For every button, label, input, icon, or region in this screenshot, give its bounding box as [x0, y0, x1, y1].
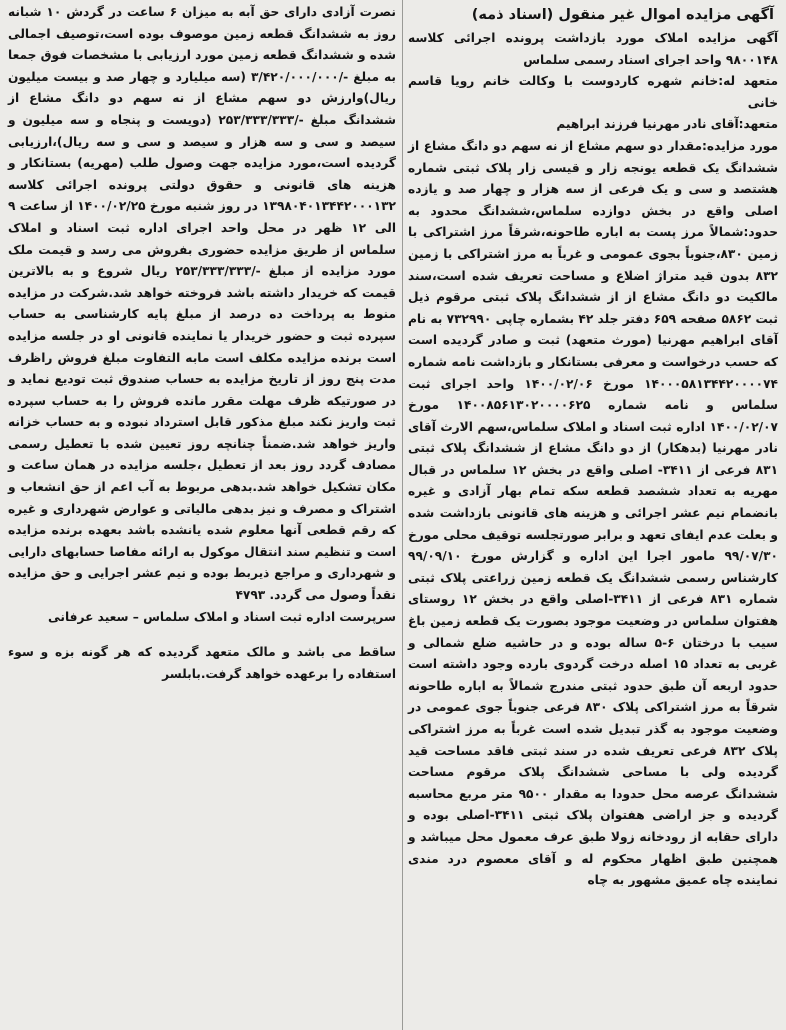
notice-signature: سرپرست اداره ثبت اسناد و املاک سلماس – سعید عرفانی — [48, 609, 396, 624]
auction-notice-left-column — [4, 0, 400, 1030]
notice-title: آگهی مزایده اموال غیر منقول (اسناد ذمه) — [471, 7, 774, 23]
column-divider — [402, 0, 403, 1030]
auction-notice-right-column — [406, 0, 782, 1030]
adjacent-notice-fragment: ساقط می باشد و مالک متعهد گردیده که هر گونه بزه و سوء استفاده را برعهده خواهد گرفت.بابلسر — [8, 645, 396, 681]
notice-body-left: نصرت آزادی دارای حق آبه به میزان ۶ ساعت در گردش ۱۰ شبانه روز به ششدانگ قطعه زمین موصوف بوده است،توصیف اجمالی شده و ششدانگ قطعه زمین مورد ارزیابی با مشخصات فوق جمعا به مبلغ -/۳/۴۲۰/۰۰۰/۰۰۰ (سه میلیارد و چهار صد و بیست میلیون ریال)وارزش دو سهم مشاع از نه سهم دو دانگ مشاع از ششدانگ مبلغ -/۲۵۳/۳۳۳/۳۳۳ (دویست و پنجاه و سه میلیون و سیصد و سی و سه هزار و سیصد و سی و سه ریال)،ارزیابی گردیده است،مورد مزایده جهت وصول طلب (مهریه) بستانکار و هزینه های قانونی و حقوق دولتی پرونده اجرائی کلاسه ۱۳۹۸۰۴۰۱۳۴۴۲۰۰۰۱۳۲ در روز شنبه مورخ ۱۴۰۰/۰۲/۲۵ از ساعت ۹ الی ۱۲ ظهر در محل واحد اجرای اداره ثبت اسناد و املاک سلماس از طریق مزایده حضوری بفروش می رسد و قیمت ملک مورد مزایده از مبلغ -/۲۵۳/۳۳۳/۳۳۳ ریال شروع و به بالاترین قیمت که خریدار داشته باشد فروخته خواهد شد.شرکت در مزایده منوط به پرداخت ده درصد از مبلغ پایه کارشناسی به حساب سپرده ثبت و حضور خریدار یا نماینده قانونی او در جلسه مزایده است برنده مزایده مکلف است مابه التفاوت مبلغ فروش راظرف مدت پنج روز از تاریخ مزایده به حساب صندوق ثبت تودیع نماید و در صورتیکه ظرف مهلت مقرر مانده فروش را به حساب سپرده ثبت واریز نکند مبلغ مذکور قابل استرداد نبوده و به حساب خزانه واریز خواهد شد.ضمناً چنانچه روز تعیین شده با تعطیل رسمی مصادف گردد روز بعد از تعطیل ،جلسه مزایده در همان ساعت و مکان تشکیل خواهد شد.بدهی مربوط به آب اعم از حق انشعاب و اشتراک و مصرف و نیز بدهی مالیاتی و عوارض شهرداری و غیره که رقم قطعی آنها معلوم شده یانشده باشد بعهده برنده مزایده است و تنظیم سند انتقال موکول به ارائه مفاصا حسابهای دارایی و شهرداری و مراجع ذیربط بوده و نیم عشر اجرایی و حق مزایده نقداً وصول می گردد. ۴۷۹۳ — [8, 5, 396, 603]
notice-header-paragraph: آگهی مزایده املاک مورد بازداشت پرونده اجرائی کلاسه ۹۸۰۰۱۴۸ واحد اجرای اسناد رسمی سلماس — [408, 31, 778, 67]
notice-body-right: مورد مزایده:مقدار دو سهم مشاع از نه سهم دو دانگ مشاع از ششدانگ یک قطعه یونجه زار و قیسی زار پلاک ثبتی شماره هشتصد و سی و یک فرعی از سه هزار و چهار صد و یازده اصلی واقع در بخش دوازده سلماس،ششدانگ محدود به حدود:شمالاً مرز پست به اباره طاحونه،شرقاً مرز اشتراکی با زمین ۸۳۰،جنوباً بجوی عمومی و غرباً به مرز اشتراکی با زمین ۸۳۲ بدون قید متراژ اضلاع و مساحت تعریف شده است،سند مالکیت دو دانگ مشاع از از ششدانگ پلاک ثبتی مرقوم ذیل ثبت ۵۸۶۲ صفحه ۶۵۹ دفتر جلد ۴۲ بشماره چاپی ۷۳۲۹۹۰ به نام آقای ابراهیم مهرنیا (مورث متعهد) ثبت و صادر گردیده است که حسب درخواست و معرفی بستانکار و بازداشت نامه شماره ۱۴۰۰۰۵۸۱۳۴۴۲۰۰۰۰۷۴ مورخ ۱۴۰۰/۰۲/۰۶ واحد اجرای ثبت سلماس و نامه شماره ۱۴۰۰۸۵۶۱۳۰۲۰۰۰۰۶۲۵ مورخ ۱۴۰۰/۰۲/۰۷ اداره ثبت اسناد و املاک سلماس،سهم الارث آقای نادر مهرنیا (بدهکار) از دو دانگ مشاع از ششدانگ پلاک ثبتی ۸۳۱ فرعی از ۳۴۱۱- اصلی واقع در بخش ۱۲ سلماس در قبال مهریه به تعداد ششصد قطعه سکه تمام بهار آزادی و غیره بانضمام نیم عشر اجرائی و هزینه های قانونی بازداشت شده و بعلت عدم ایفای تعهد و برابر صورتجلسه توقیف محلی مورخ ۹۹/۰۷/۳۰ مامور اجرا این اداره و گزارش مورخ ۹۹/۰۹/۱۰ کارشناس رسمی ششدانگ یک قطعه زمین زراعتی پلاک ثبتی شماره ۸۳۱ فرعی از ۳۴۱۱-اصلی واقع در بخش ۱۲ روستای هفتوان سلماس در وضعیت موجود بصورت یک قطعه زمین باغ سیب با درختان ۶-۵ ساله بوده و در حاشیه ضلع شمالی و غربی به تعداد ۱۵ اصله درخت گردوی بارده وجود داشته است حدود اربعه آن طبق حدود ثبتی مندرج شمالاً به اباره طاحونه شرقاً به مرز اشتراکی پلاک ۸۳۰ فرعی جنوباً جوی عمومی در وضعیت موجود به گذر تبدیل شده است غرباً به مرز اشتراکی پلاک ۸۳۲ فرعی تعریف شده در سند ثبتی فاقد مساحت قید گردیده ولی با مساحی ششدانگ پلاک مرقوم مساحت ششدانگ عرصه محل حدودا به مقدار ۹۵۰۰ متر مربع محاسبه گردیده و جز اراضی هفتوان پلاک ثبتی ۳۴۱۱-اصلی بوده و دارای حقابه از رودخانه زولا طبق عرف معمول محل میباشد و همچنین طبق اظهار محکوم له و آقای معصوم درد مندی نماینده چاه عمیق مشهور به چاه — [408, 138, 779, 888]
notice-debtor: متعهد:آقای نادر مهرنیا فرزند ابراهیم — [556, 117, 778, 132]
notice-creditor: متعهد له:خانم شهره کاردوست با وکالت خانم رویا قاسم خانی — [408, 74, 778, 110]
